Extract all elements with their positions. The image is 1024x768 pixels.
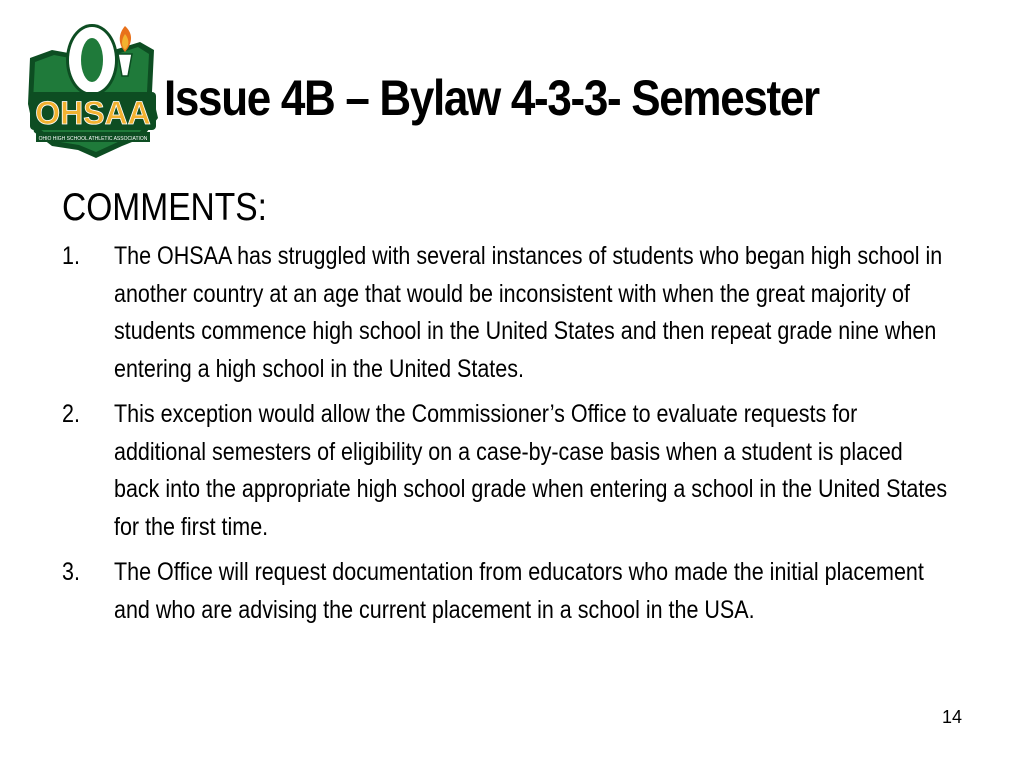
- list-item-text: The Office will request documentation from educators who made the initial placement and who are advising the current placement in a school in the USA.: [114, 558, 924, 624]
- list-item-number: 2.: [62, 400, 80, 428]
- list-item: [62, 396, 982, 546]
- list-item-number: 3.: [62, 558, 80, 586]
- page-number: 14: [941, 707, 962, 727]
- list-item-text: The OHSAA has struggled with several instances of students who began high school in another country at an age that would be inconsistent with when the great majority of students commence high school in the United States and then repeat grade nine when entering a high school in the United States.: [114, 242, 943, 383]
- list-item-text: This exception would allow the Commissioner’s Office to evaluate requests for additional semesters of eligibility on a case-by-case basis when a student is placed back into the appropriate high school grade when entering a school in the United States for the first time.: [114, 400, 948, 541]
- slide-title: Issue 4B – Bylaw 4-3-3- Semester: [164, 70, 819, 126]
- slide-body: [62, 184, 982, 637]
- list-item: [62, 238, 982, 388]
- comments-heading: COMMENTS:: [62, 186, 267, 229]
- logo-ribbon-text: OHIO HIGH SCHOOL ATHLETIC ASSOCIATION: [38, 136, 148, 142]
- logo-wordmark: OHSAA: [35, 95, 151, 131]
- list-item: [62, 554, 982, 629]
- comments-list: [62, 238, 982, 629]
- ohsaa-logo-graphic: [22, 14, 162, 160]
- list-item-number: 1.: [62, 242, 80, 270]
- ohsaa-logo: [22, 14, 162, 160]
